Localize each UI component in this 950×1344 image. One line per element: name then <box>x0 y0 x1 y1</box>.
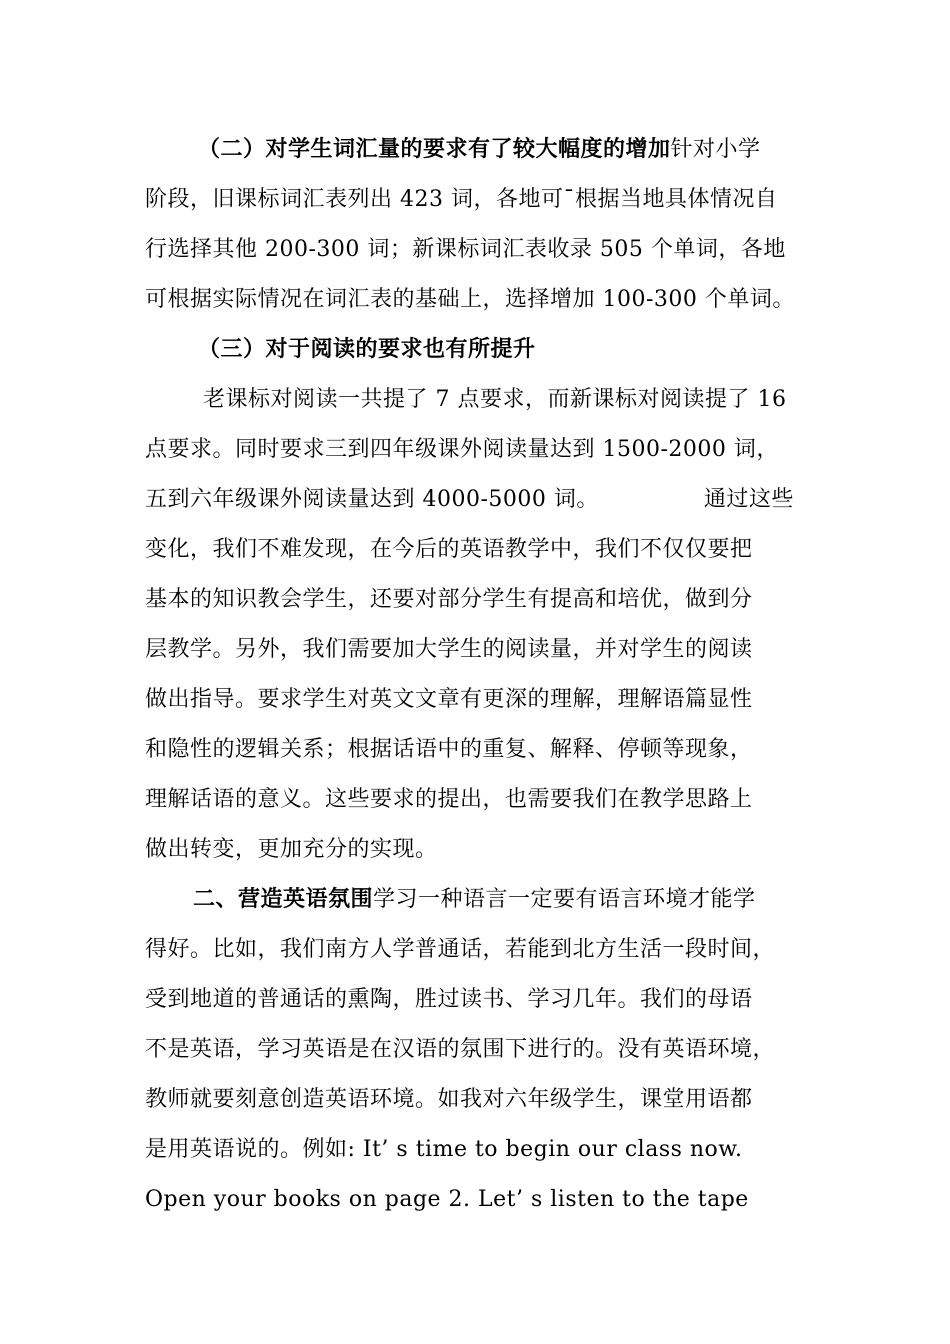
paragraph-3-line-5: 基本的知识教会学生，还要对部分学生有提高和培优，做到分 <box>145 587 753 612</box>
paragraph-1-line-1 <box>198 130 818 170</box>
paragraph-4-line-4: 不是英语，学习英语是在汉语的氛围下进行的。没有英语环境， <box>145 1037 776 1062</box>
section-heading-english-atmosphere: 二、营造英语氛围 <box>193 887 374 912</box>
paragraph-text: 通过这些 <box>703 487 794 512</box>
paragraph-3-line-7: 做出指导。要求学生对英文文章有更深的理解，理解语篇显性 <box>145 687 753 712</box>
paragraph-4-line-5: 教师就要刻意创造英语环境。如我对六年级学生，课堂用语都 <box>145 1087 753 1112</box>
paragraph-text: 针对小学 <box>670 137 761 162</box>
paragraph-4-line-1 <box>193 880 823 920</box>
paragraph-text: 五到六年级课外阅读量达到 4000-5000 词。 <box>145 487 599 512</box>
section-heading-reading: （三）对于阅读的要求也有所提升 <box>198 337 536 362</box>
paragraph-4-line-6: 是用英语说的。例如: It’ s time to begin our class now. <box>145 1137 743 1162</box>
paragraph-3-line-8: 和隐性的逻辑关系；根据话语中的重复、解释、停顿等现象， <box>145 737 753 762</box>
paragraph-3-line-9: 理解话语的意义。这些要求的提出，也需要我们在教学思路上 <box>145 787 753 812</box>
paragraph-3-line-10: 做出转变，更加充分的实现。 <box>145 837 438 862</box>
paragraph-3-line-4: 变化，我们不难发现，在今后的英语教学中，我们不仅仅要把 <box>145 537 753 562</box>
paragraph-1-line-4: 可根据实际情况在词汇表的基础上，选择增加 100-300 个单词。 <box>145 287 795 312</box>
paragraph-3-line-2: 点要求。同时要求三到四年级课外阅读量达到 1500-2000 词， <box>145 437 779 462</box>
paragraph-3-line-1: 老课标对阅读一共提了 7 点要求，而新课标对阅读提了 16 <box>203 387 787 412</box>
paragraph-4-line-2: 得好。比如，我们南方人学普通话，若能到北方生活一段时间， <box>145 937 776 962</box>
paragraph-1-line-3: 行选择其他 200-300 词；新课标词汇表收录 505 个单词，各地 <box>145 237 786 262</box>
paragraph-4-line-7: Open your books on page 2. Let’ s listen to the tape <box>145 1187 749 1212</box>
paragraph-1-line-2: 阶段，旧课标词汇表列出 423 词，各地可¯根据当地具体情况自 <box>145 187 778 212</box>
paragraph-3-line-6: 层教学。另外，我们需要加大学生的阅读量，并对学生的阅读 <box>145 637 753 662</box>
section-heading-vocabulary: （二）对学生词汇量的要求有了较大幅度的增加 <box>198 137 671 162</box>
paragraph-text: 学习一种语言一定要有语言环境才能学 <box>373 887 756 912</box>
paragraph-3-line-3 <box>145 480 825 520</box>
paragraph-4-line-3: 受到地道的普通话的熏陶，胜过读书、学习几年。我们的母语 <box>145 987 753 1012</box>
